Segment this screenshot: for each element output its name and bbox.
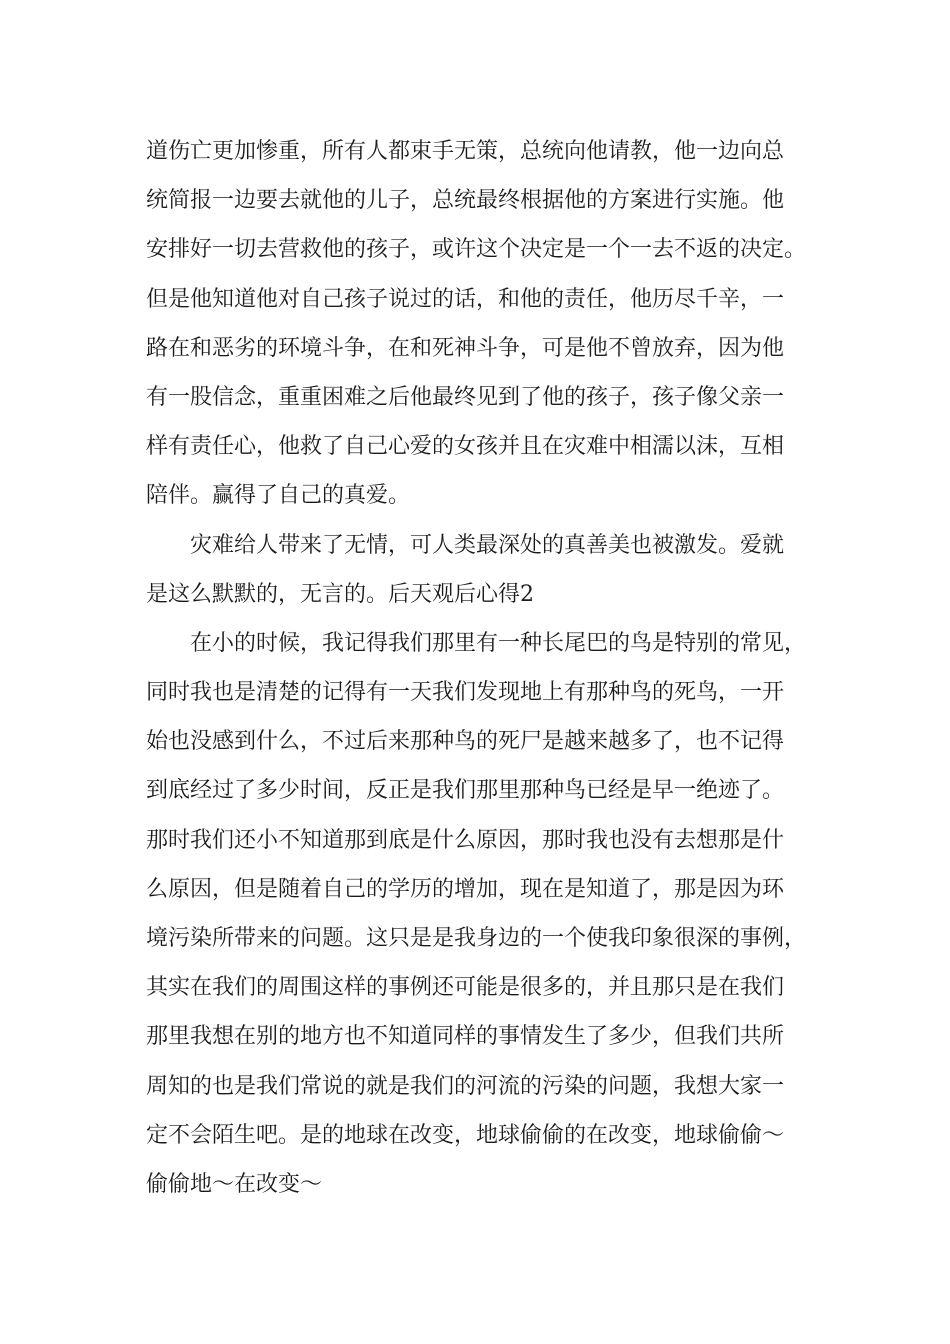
text-line: 道伤亡更加惨重，所有人都束手无策，总统向他请教，他一边向总 — [146, 139, 785, 164]
paragraph-2 — [146, 521, 826, 619]
text-line: 那时我们还小不知道那到底是什么原因，那时我也没有去想那是什 — [146, 827, 785, 853]
text-line: 到底经过了多少时间，反正是我们那里那种鸟已经是早一绝迹了。 — [146, 778, 785, 804]
text-line: 么原因，但是随着自己的学历的增加，现在是知道了，那是因为环 — [146, 876, 785, 902]
text-line: 陪伴。赢得了自己的真爱。 — [146, 483, 411, 509]
text-line: 周知的也是我们常说的就是我们的河流的污染的问题，我想大家一 — [146, 1073, 785, 1099]
text-line: 定不会陌生吧。是的地球在改变，地球偷偷的在改变，地球偷偷～ — [146, 1122, 785, 1148]
text-line: 安排好一切去营救他的孩子，或许这个决定是一个一去不返的决定。 — [146, 237, 807, 263]
paragraph-3 — [146, 619, 826, 1209]
paragraph-1 — [146, 127, 826, 521]
text-line: 路在和恶劣的环境斗争，在和死神斗争，可是他不曾放弃，因为他 — [146, 335, 785, 361]
body-text — [146, 127, 826, 1209]
text-line: 境污染所带来的问题。这只是是我身边的一个使我印象很深的事例， — [146, 926, 807, 951]
text-line: 但是他知道他对自己孩子说过的话，和他的责任，他历尽千辛，一 — [146, 286, 785, 312]
text-line: 那里我想在别的地方也不知道同样的事情发生了多少，但我们共所 — [146, 1024, 785, 1050]
text-line: 偷偷地～在改变～ — [146, 1171, 323, 1197]
text-line: 有一股信念，重重困难之后他最终见到了他的孩子，孩子像父亲一 — [146, 384, 785, 410]
text-line: 统简报一边要去就他的儿子，总统最终根据他的方案进行实施。他 — [146, 188, 785, 214]
text-line-indented: 在小的时候，我记得我们那里有一种长尾巴的鸟是特别的常见， — [190, 630, 807, 656]
text-line: 是这么默默的，无言的。后天观后心得2 — [146, 581, 534, 607]
text-line: 样有责任心，他救了自己心爱的女孩并且在灾难中相濡以沫，互相 — [146, 434, 785, 460]
text-line: 始也没感到什么，不过后来那种鸟的死尸是越来越多了，也不记得 — [146, 729, 785, 755]
text-line: 同时我也是清楚的记得有一天我们发现地上有那种鸟的死鸟，一开 — [146, 680, 785, 706]
text-line-indented: 灾难给人带来了无情，可人类最深处的真善美也被激发。爱就 — [190, 532, 785, 558]
text-line: 其实在我们的周围这样的事例还可能是很多的，并且那只是在我们 — [146, 975, 785, 1001]
